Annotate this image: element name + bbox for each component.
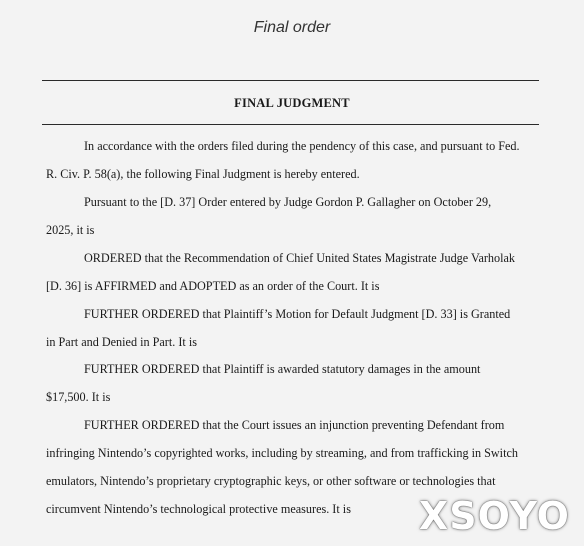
- body-line: FURTHER ORDERED that Plaintiff is awarded statutory damages in the amount: [84, 362, 481, 376]
- document-heading: FINAL JUDGMENT: [234, 96, 350, 110]
- image-caption: Final order: [253, 19, 331, 36]
- body-line: circumvent Nintendo’s technological protective measures. It is: [46, 502, 351, 516]
- body-line: infringing Nintendo’s copyrighted works, including by streaming, and from trafficking in Switch: [46, 446, 518, 460]
- body-line: Pursuant to the [D. 37] Order entered by Judge Gordon P. Gallagher on October 29,: [84, 195, 492, 209]
- body-line: in Part and Denied in Part. It is: [46, 335, 197, 349]
- bottom-rule: [42, 124, 539, 125]
- body-line: FURTHER ORDERED that the Court issues an injunction preventing Defendant from: [84, 418, 505, 432]
- body-line: [D. 36] is AFFIRMED and ADOPTED as an order of the Court. It is: [46, 279, 380, 293]
- body-line: emulators, Nintendo’s proprietary cryptographic keys, or other software or technologies that: [46, 474, 496, 488]
- body-line: 2025, it is: [46, 223, 95, 237]
- body-line: FURTHER ORDERED that Plaintiff’s Motion for Default Judgment [D. 33] is Granted: [84, 307, 511, 321]
- body-line: R. Civ. P. 58(a), the following Final Judgment is hereby entered.: [46, 167, 360, 181]
- body-line: In accordance with the orders filed during the pendency of this case, and pursuant to Fed.: [84, 139, 520, 153]
- watermark-logo: XSOYO: [418, 494, 570, 538]
- body-line: ORDERED that the Recommendation of Chief United States Magistrate Judge Varholak: [84, 251, 515, 265]
- body-line: $17,500. It is: [46, 390, 111, 404]
- top-rule: [42, 80, 539, 81]
